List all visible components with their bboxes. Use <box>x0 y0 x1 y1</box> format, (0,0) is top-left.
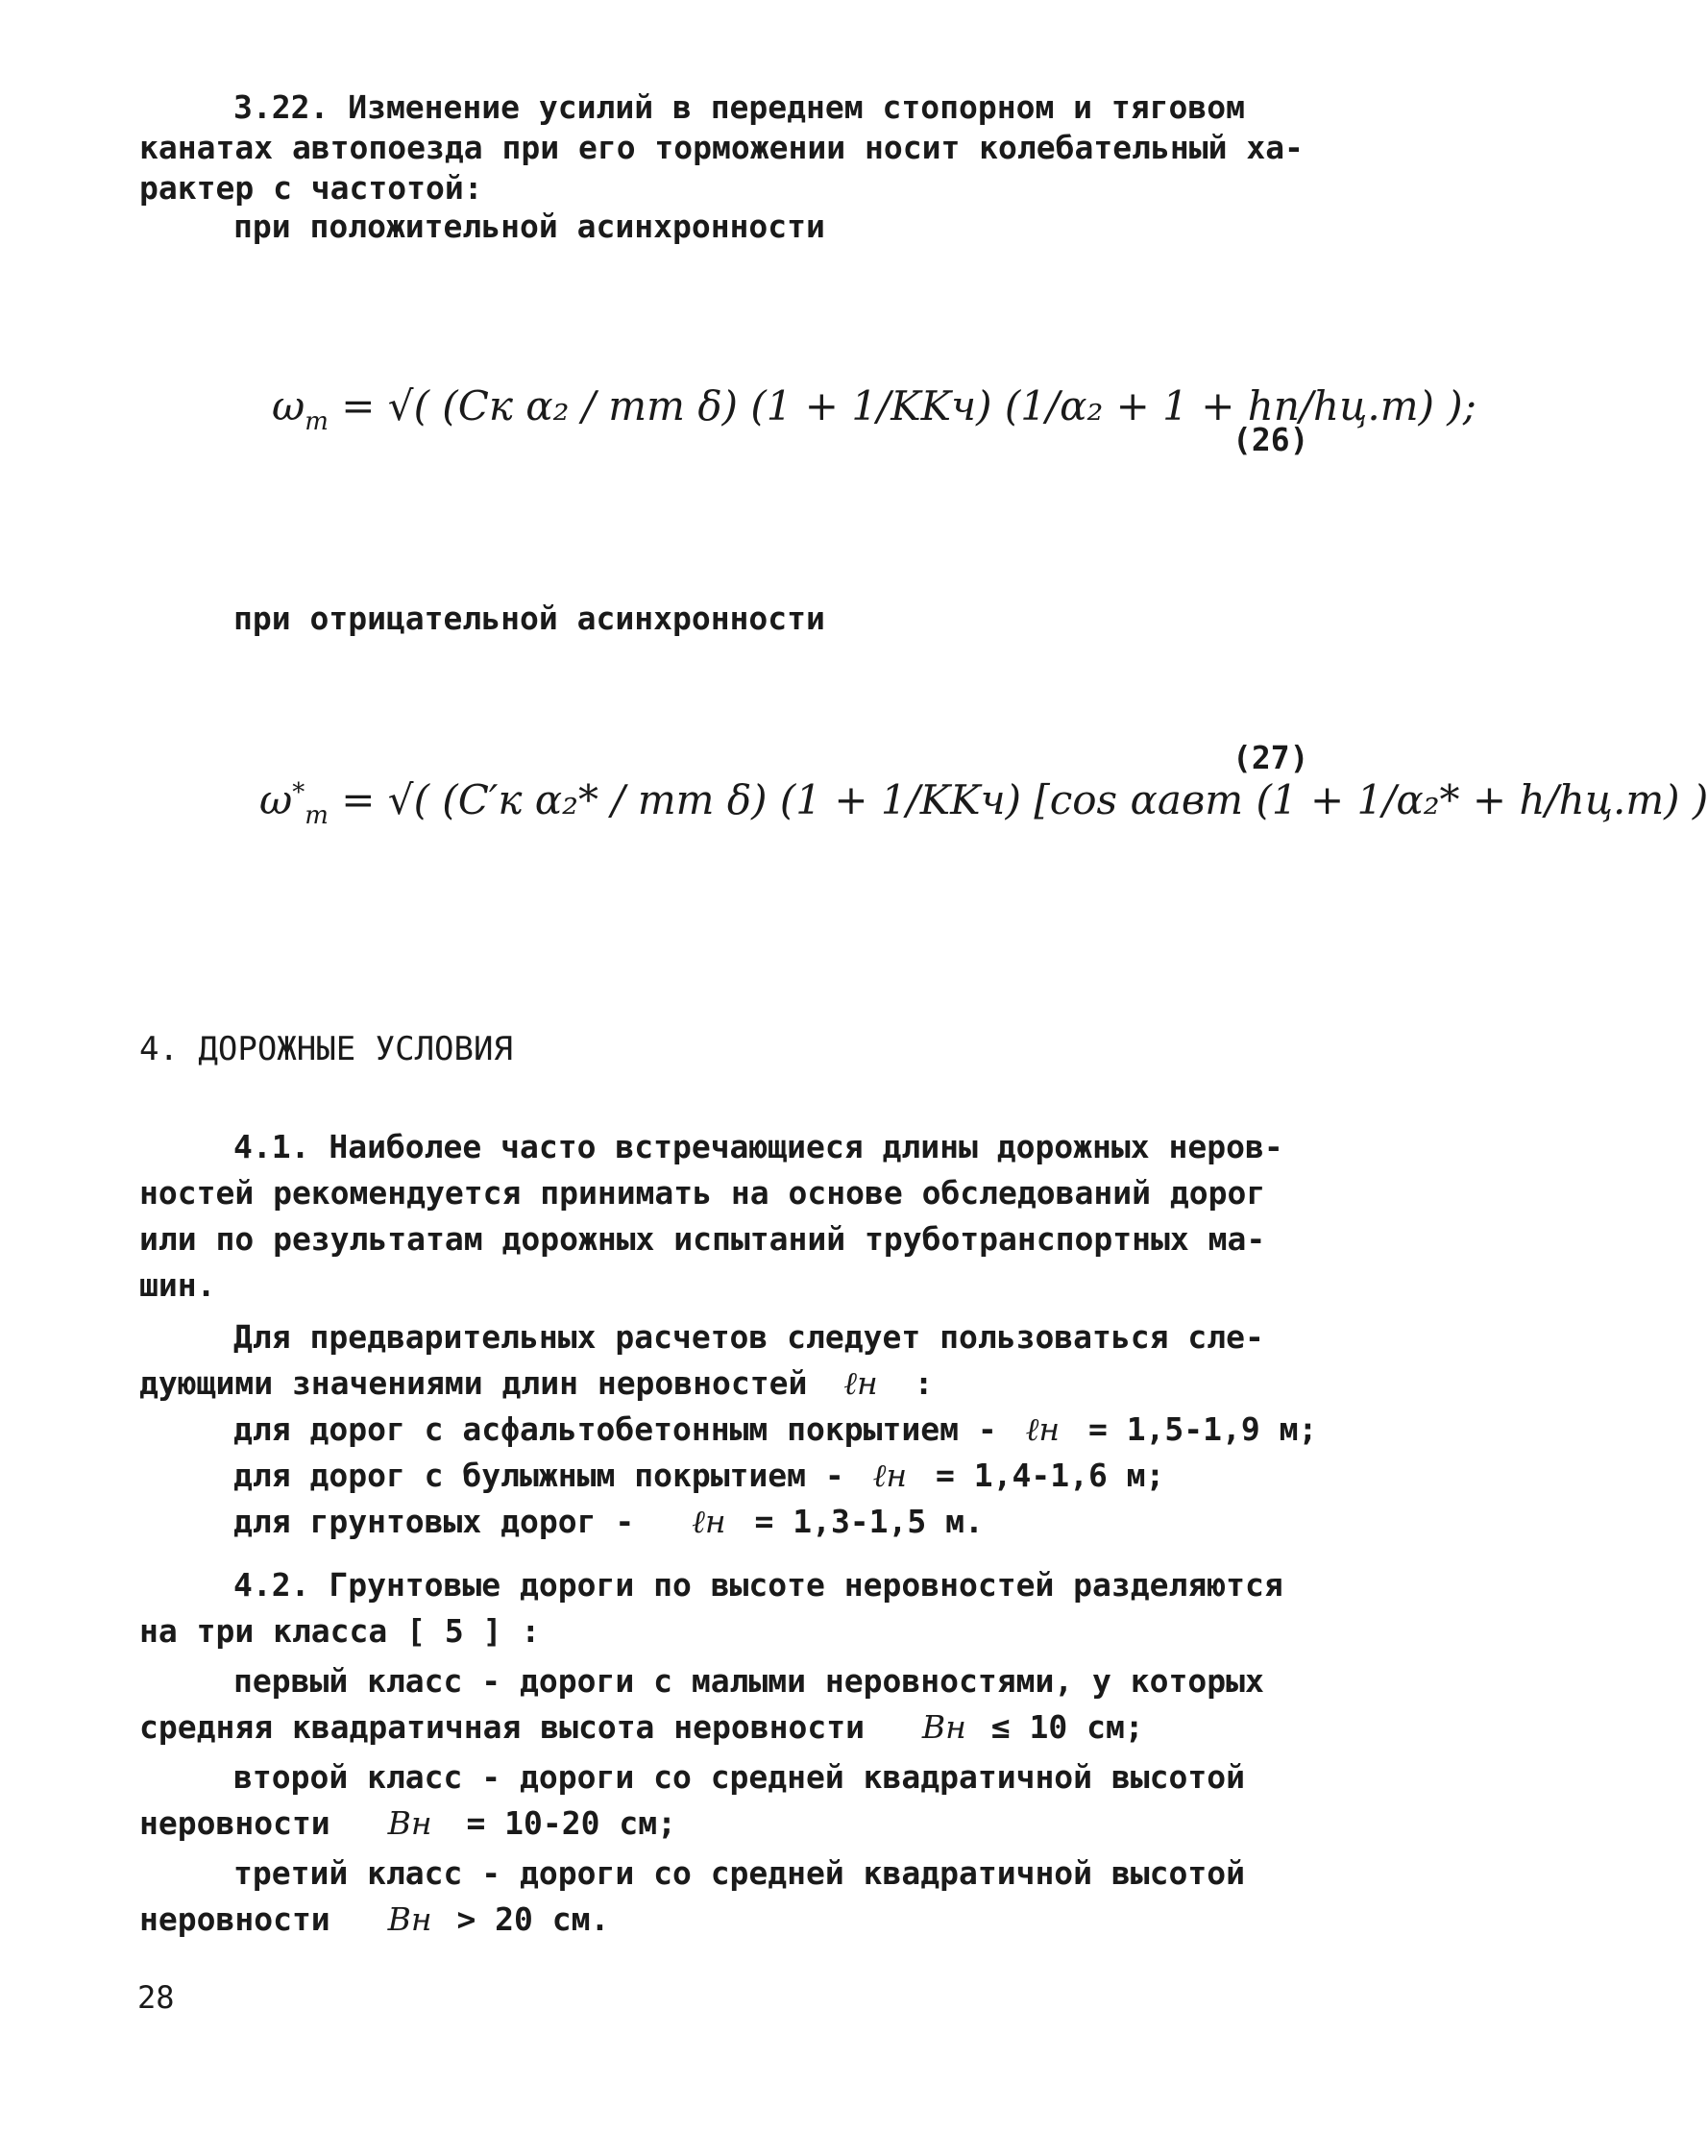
paragraph-4-1b-line-2-text: дующими значениями длин неровностей <box>139 1364 808 1402</box>
class-1-line-2-text: средняя квадратичная высота неровности <box>139 1708 865 1746</box>
paragraph-4-1b-line-2-tail: : <box>914 1364 934 1402</box>
road-length-symbol: ℓн <box>843 1364 878 1402</box>
paragraph-4-1-line-4: шин. <box>139 1266 216 1304</box>
road-length-asphalt-label: для дорог с асфальтобетонным покрытием - <box>233 1410 997 1448</box>
formula-27-lhs-sub: т <box>305 801 329 830</box>
class-1-value: ≤ 10 см; <box>990 1708 1144 1746</box>
road-length-dirt-label: для грунтовых дорог - <box>233 1503 635 1540</box>
road-length-dirt <box>233 1499 984 1545</box>
paragraph-4-1-line-3: или по результатам дорожных испытаний труботранспортных ма- <box>139 1220 1266 1258</box>
formula-27-lhs-sup: * <box>292 778 305 807</box>
road-length-cobble-label: для дорог с булыжным покрытием - <box>233 1457 844 1494</box>
paragraph-3-22-line-2: канатах автопоезда при его торможении носит колебательный ха- <box>139 129 1304 166</box>
paragraph-4-1-line-1: 4.1. Наиболее часто встречающиеся длины дорожных неров- <box>233 1128 1283 1165</box>
road-length-cobble-sym: ℓн <box>872 1457 908 1494</box>
paragraph-4-2-line-2: на три класса [ 5 ] : <box>139 1612 541 1650</box>
class-2-sym: Bн <box>387 1804 432 1842</box>
class-1-line-1: первый класс - дороги с малыми неровностями, у которых <box>233 1662 1264 1700</box>
road-length-asphalt-value: = 1,5-1,9 м; <box>1087 1410 1318 1448</box>
paragraph-4-1-line-2: ностей рекомендуется принимать на основе обследований дорог <box>139 1174 1266 1212</box>
formula-27-number: (27) <box>1232 739 1309 776</box>
class-3-line-1: третий класс - дороги со средней квадратичной высотой <box>233 1854 1245 1892</box>
section-4-heading: 4. ДОРОЖНЫЕ УСЛОВИЯ <box>139 1030 513 1068</box>
road-length-asphalt-sym: ℓн <box>1025 1410 1061 1448</box>
paragraph-3-22-line-3: рактер с частотой: <box>139 169 483 207</box>
class-3-line-2-text: неровности <box>139 1900 330 1938</box>
class-3-sym: Bн <box>387 1900 432 1938</box>
paragraph-4-2-line-1: 4.2. Грунтовые дороги по высоте неровностей разделяются <box>233 1566 1283 1604</box>
class-3-line-2 <box>139 1897 609 1943</box>
paragraph-3-22-line-1: 3.22. Изменение усилий в переднем стопорном и тяговом <box>233 88 1245 126</box>
formula-27 <box>259 769 1708 840</box>
class-2-value: = 10-20 см; <box>466 1804 676 1842</box>
formula-26-lhs-sub: т <box>305 407 329 436</box>
road-length-cobble-value: = 1,4-1,6 м; <box>936 1457 1165 1494</box>
formula-27-body: = √( (C′к α₂* / mт δ) (1 + 1/KKч) [cos αавт (1 + 1/α₂* + h/hц.т) ) <box>341 776 1708 823</box>
positive-asynchrony-label: при положительной асинхронности <box>233 208 825 245</box>
formula-27-lhs: ω <box>259 776 293 823</box>
class-1-line-2 <box>139 1704 1144 1751</box>
formula-26-lhs: ω <box>272 382 305 429</box>
formula-26-number: (26) <box>1232 421 1309 458</box>
negative-asynchrony-label: при отрицательной асинхронности <box>233 600 825 637</box>
class-1-sym: Bн <box>921 1708 966 1746</box>
class-3-value: > 20 см. <box>456 1900 610 1938</box>
class-2-line-1: второй класс - дороги со средней квадратичной высотой <box>233 1758 1245 1796</box>
page-number: 28 <box>137 1979 175 2016</box>
road-length-dirt-sym: ℓн <box>692 1503 726 1540</box>
road-length-dirt-value: = 1,3-1,5 м. <box>754 1503 984 1540</box>
road-length-cobble <box>233 1453 1164 1499</box>
class-2-line-2-text: неровности <box>139 1804 330 1842</box>
formula-26-body: = √( (Cк α₂ / mт δ) (1 + 1/KKч) (1/α₂ + 1 + hп/hц.т) ); <box>341 382 1476 429</box>
paragraph-4-1b-line-2 <box>139 1360 933 1407</box>
paragraph-4-1b-line-1: Для предварительных расчетов следует пользоваться сле- <box>233 1318 1264 1356</box>
class-2-line-2 <box>139 1801 676 1847</box>
road-length-asphalt <box>233 1407 1317 1453</box>
